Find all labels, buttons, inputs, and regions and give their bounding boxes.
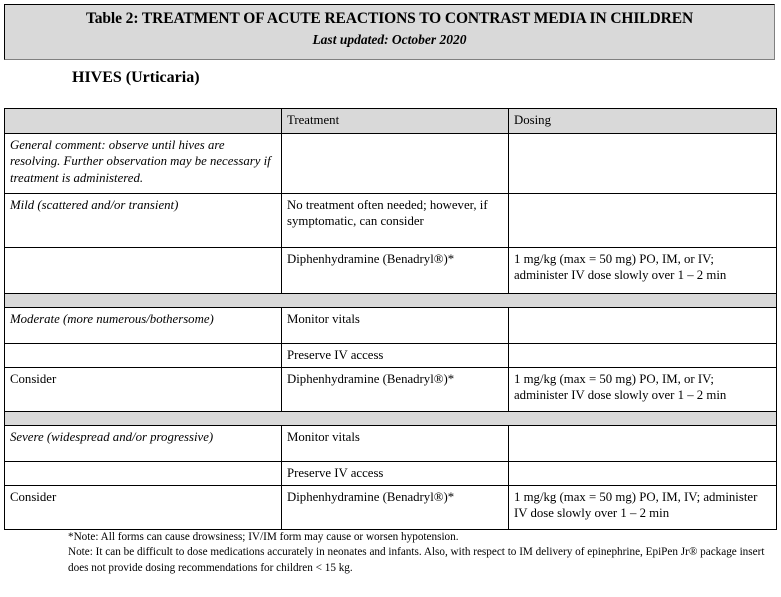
- table-row-spacer-2: [5, 412, 777, 426]
- cell-severe-consider: Consider: [5, 486, 282, 530]
- cell-general-treatment: [282, 134, 509, 194]
- cell-moderate-dosing-monitor: [509, 308, 777, 344]
- table-row-moderate-preserve-iv: [5, 344, 777, 368]
- cell-severe-dosing-preserve-iv: [509, 462, 777, 486]
- table-subtitle-last-updated: Last updated: October 2020: [312, 31, 467, 47]
- cell-moderate-severity-blank: [5, 344, 282, 368]
- cell-mild-treatment-diphenhydramine: Diphenhydramine (Benadryl®)*: [282, 248, 509, 294]
- column-header-treatment: Treatment: [282, 109, 509, 134]
- cell-severe-severity-blank: [5, 462, 282, 486]
- section-heading-hives: HIVES (Urticaria): [72, 69, 200, 86]
- table-row-severe-consider: [5, 486, 777, 530]
- cell-moderate-dosing-diphenhydramine: 1 mg/kg (max = 50 mg) PO, IM, or IV; administer IV dose slowly over 1 – 2 min: [509, 368, 777, 412]
- table-row-moderate-consider: [5, 368, 777, 412]
- footnote-asterisk: *Note: All forms can cause drowsiness; IV/IM form may cause or worsen hypotension.: [68, 531, 459, 543]
- table-row-mild-diphenhydramine: [5, 248, 777, 294]
- table-body: [5, 134, 777, 530]
- cell-general-comment: General comment: observe until hives are resolving. Further observation may be necessary if treatment is administered.: [5, 134, 282, 194]
- cell-moderate-dosing-preserve-iv: [509, 344, 777, 368]
- cell-severity-moderate: Moderate (more numerous/bothersome): [5, 308, 282, 344]
- cell-spacer-1: [5, 294, 777, 308]
- cell-mild-treatment: No treatment often needed; however, if symptomatic, can consider: [282, 194, 509, 248]
- cell-severity-severe: Severe (widespread and/or progressive): [5, 426, 282, 462]
- cell-general-dosing: [509, 134, 777, 194]
- table-row-severe-preserve-iv: [5, 462, 777, 486]
- table-title-banner: [4, 4, 775, 60]
- cell-severe-treatment-diphenhydramine: Diphenhydramine (Benadryl®)*: [282, 486, 509, 530]
- cell-moderate-treatment-preserve-iv: Preserve IV access: [282, 344, 509, 368]
- column-header-dosing: Dosing: [509, 109, 777, 134]
- cell-severe-treatment-monitor: Monitor vitals: [282, 426, 509, 462]
- cell-moderate-consider: Consider: [5, 368, 282, 412]
- table-title: Table 2: TREATMENT OF ACUTE REACTIONS TO CONTRAST MEDIA IN CHILDREN: [85, 10, 694, 27]
- table-row-mild: [5, 194, 777, 248]
- cell-mild-dosing-diphenhydramine: 1 mg/kg (max = 50 mg) PO, IM, or IV; administer IV dose slowly over 1 – 2 min: [509, 248, 777, 294]
- table-header: [5, 109, 777, 134]
- cell-severe-dosing-monitor: [509, 426, 777, 462]
- table-row-spacer-1: [5, 294, 777, 308]
- table-row-moderate: [5, 308, 777, 344]
- treatment-table: [4, 108, 777, 530]
- cell-mild-severity-blank: [5, 248, 282, 294]
- cell-moderate-treatment-diphenhydramine: Diphenhydramine (Benadryl®)*: [282, 368, 509, 412]
- cell-mild-dosing: [509, 194, 777, 248]
- column-header-severity: [5, 109, 282, 134]
- treatment-table-container: [4, 108, 776, 530]
- cell-moderate-treatment-monitor: Monitor vitals: [282, 308, 509, 344]
- footnotes: [68, 530, 768, 576]
- footnote-note: Note: It can be difficult to dose medications accurately in neonates and infants. Also, with respect to IM delivery of epinephrine, EpiPen Jr® package insert does not provide dosing recommendations for children < 15 kg.: [68, 546, 765, 574]
- cell-spacer-2: [5, 412, 777, 426]
- cell-severity-mild: Mild (scattered and/or transient): [5, 194, 282, 248]
- table-row-severe: [5, 426, 777, 462]
- cell-severe-dosing-diphenhydramine: 1 mg/kg (max = 50 mg) PO, IM, IV; administer IV dose slowly over 1 – 2 min: [509, 486, 777, 530]
- table-row-general-comment: [5, 134, 777, 194]
- cell-severe-treatment-preserve-iv: Preserve IV access: [282, 462, 509, 486]
- table-header-row: [5, 109, 777, 134]
